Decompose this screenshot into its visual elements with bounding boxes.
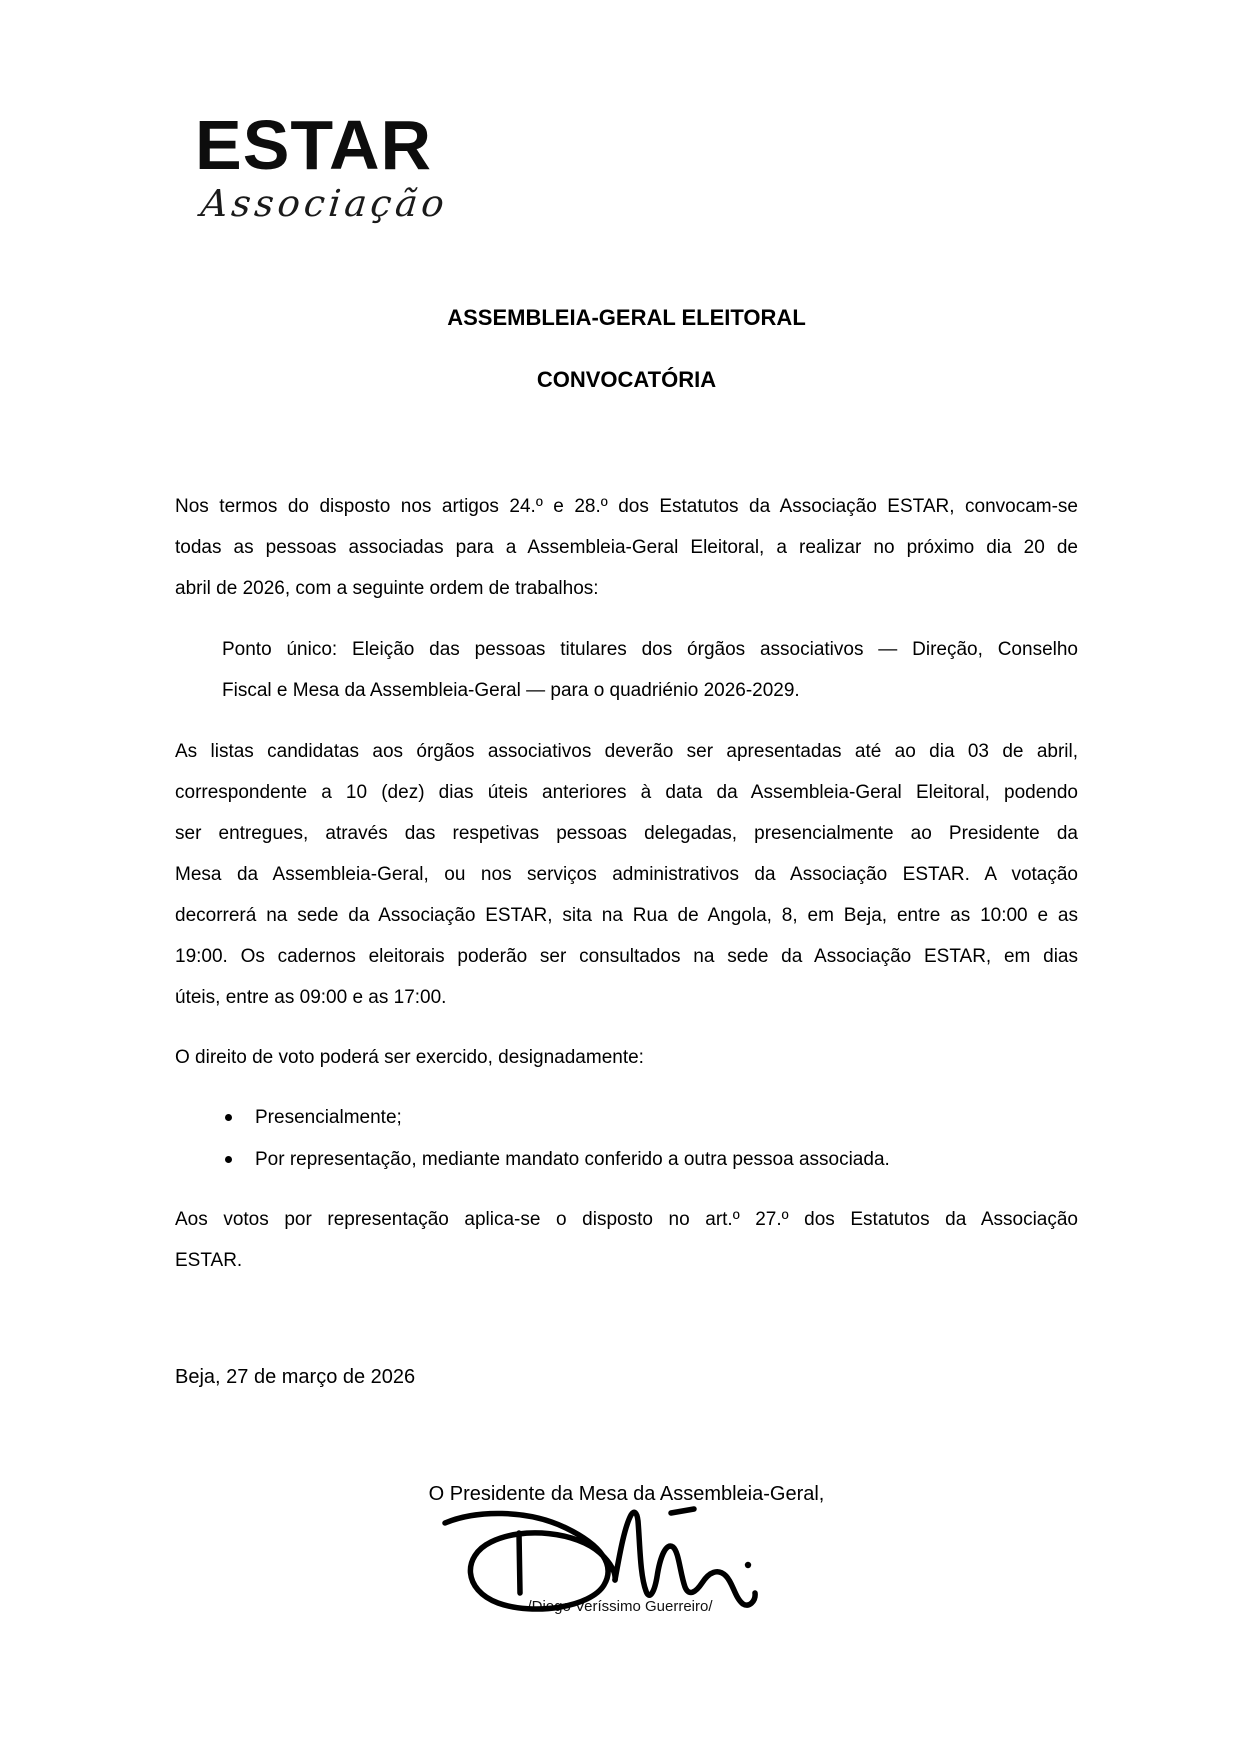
document-title: ASSEMBLEIA-GERAL ELEITORAL <box>447 305 806 330</box>
text-line: Mesa da Assembleia-Geral, ou nos serviços administrativos da Associação ESTAR. A votação <box>175 864 1078 885</box>
logo <box>195 106 451 225</box>
intro-paragraph <box>175 486 1078 609</box>
text-line: Ponto único: Eleição das pessoas titulares dos órgãos associativos — Direção, Conselho <box>222 639 1078 660</box>
voting-methods-list <box>224 1097 1054 1181</box>
lists-rules-paragraph <box>175 731 1078 1018</box>
signature-title: O Presidente da Mesa da Assembleia-Geral, <box>428 1483 825 1505</box>
text-line: 19:00. Os cadernos eleitorais poderão ser consultados na sede da Associação ESTAR, em dias <box>175 946 1078 967</box>
text-line: ESTAR. <box>175 1250 243 1271</box>
text-line: Aos votos por representação aplica-se o disposto no art.º 27.º dos Estatutos da Associação <box>175 1209 1078 1230</box>
logo-tagline: Associação <box>198 182 451 225</box>
text-line: úteis, entre as 09:00 e as 17:00. <box>175 987 447 1008</box>
text-line: correspondente a 10 (dez) dias úteis anteriores à data da Assembleia-Geral Eleitoral, podendo <box>175 782 1078 803</box>
agenda-item-paragraph <box>222 629 1078 711</box>
list-item: Presencialmente; <box>224 1097 1054 1138</box>
signature-icon <box>435 1503 765 1618</box>
text-line: todas as pessoas associadas para a Assembleia-Geral Eleitoral, a realizar no próximo dia 20 de <box>175 537 1078 558</box>
text-line: O direito de voto poderá ser exercido, designadamente: <box>175 1047 644 1068</box>
representation-paragraph <box>175 1199 1078 1281</box>
text-line: ser entregues, através das respetivas pessoas delegadas, presencialmente ao Presidente da <box>175 823 1078 844</box>
text-line: Fiscal e Mesa da Assembleia-Geral — para o quadriénio 2026-2029. <box>222 680 800 701</box>
text-line: Nos termos do disposto nos artigos 24.º e 28.º dos Estatutos da Associação ESTAR, convocam-se <box>175 496 1078 517</box>
voting-rights-paragraph <box>175 1037 1078 1078</box>
logo-wordmark: ESTAR <box>195 106 433 184</box>
document-subtitle: CONVOCATÓRIA <box>536 367 717 392</box>
text-line: abril de 2026, com a seguinte ordem de trabalhos: <box>175 578 599 599</box>
dateline: Beja, 27 de março de 2026 <box>175 1366 416 1388</box>
list-item: Por representação, mediante mandato conferido a outra pessoa associada. <box>224 1139 1054 1180</box>
text-line: decorrerá na sede da Associação ESTAR, sita na Rua de Angola, 8, em Beja, entre as 10:00 e as <box>175 905 1078 926</box>
text-line: As listas candidatas aos órgãos associativos deverão ser apresentadas até ao dia 03 de abril, <box>175 741 1078 762</box>
signatory-name: /Diogo Veríssimo Guerreiro/ <box>527 1598 713 1615</box>
